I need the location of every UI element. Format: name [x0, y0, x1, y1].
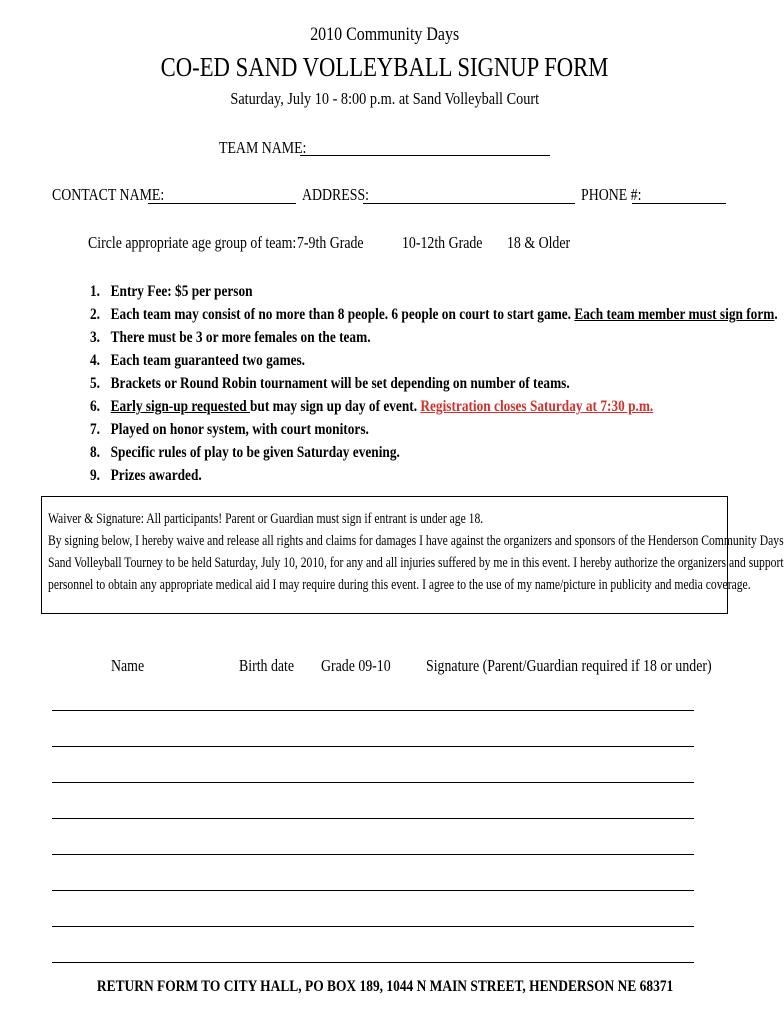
signup-row-line[interactable] [52, 926, 694, 927]
event-year-line: 2010 Community Days [310, 24, 460, 45]
form-title: CO-ED SAND VOLLEYBALL SIGNUP FORM [161, 52, 609, 82]
address-label: ADDRESS: [302, 185, 370, 204]
rule-item: 3. There must be 3 or more females on the team. [90, 329, 371, 346]
waiver-line: Sand Volleyball Tourney to be held Saturday, July 10, 2010, for any and all injuries suffered by me in this event. I hereby authorize the organizers and support [48, 555, 784, 571]
rule-item: 7. Played on honor system, with court monitors. [90, 421, 369, 438]
phone-field[interactable] [632, 203, 726, 204]
rule-item: 9. Prizes awarded. [90, 467, 202, 484]
contact-name-field[interactable] [148, 203, 296, 204]
rule-item: 1. Entry Fee: $5 per person [90, 283, 253, 300]
age-option-18-older[interactable]: 18 & Older [507, 233, 571, 252]
waiver-box [41, 496, 784, 614]
column-header-signature: Signature (Parent/Guardian required if 18 or under) [426, 656, 712, 675]
rule-item: 5. Brackets or Round Robin tournament will be set depending on number of teams. [90, 375, 570, 392]
rule-item: 4. Each team guaranteed two games. [90, 352, 306, 369]
rule-item: 8. Specific rules of play to be given Saturday evening. [90, 444, 400, 461]
signup-row-line[interactable] [52, 710, 694, 711]
team-name-label: TEAM NAME: [219, 138, 307, 157]
age-option-7-9[interactable]: 7-9th Grade [297, 233, 364, 252]
rules-list [90, 282, 778, 489]
rule-item: 6. Early sign-up requested but may sign up day of event. Registration closes Saturday at 7:30 p.m. [90, 398, 654, 415]
rule-item: 2. Each team may consist of no more than 8 people. 6 people on court to start game. Each team member must sign form. [90, 306, 778, 323]
signup-row-line[interactable] [52, 818, 694, 819]
age-option-10-12[interactable]: 10-12th Grade [402, 233, 483, 252]
contact-name-label: CONTACT NAME: [52, 185, 165, 204]
return-address: RETURN FORM TO CITY HALL, PO BOX 189, 1044 N MAIN STREET, HENDERSON NE 68371 [96, 978, 674, 995]
signup-row-line[interactable] [52, 962, 694, 963]
signup-row-line[interactable] [52, 782, 694, 783]
waiver-line: personnel to obtain any appropriate medical aid I may require during this event. I agree to the use of my name/picture in publicity and media coverage. [48, 577, 751, 593]
waiver-line: Waiver & Signature: All participants! Parent or Guardian must sign if entrant is under age 18. [48, 511, 484, 527]
signup-row-line[interactable] [52, 746, 694, 747]
event-details: Saturday, July 10 - 8:00 p.m. at Sand Volleyball Court [230, 89, 540, 108]
waiver-line: By signing below, I hereby waive and release all rights and claims for damages I have against the organizers and sponsors of the Henderson Community Days [48, 533, 784, 549]
address-field[interactable] [363, 203, 575, 204]
column-header-name: Name [111, 656, 145, 675]
age-group-prompt: Circle appropriate age group of team: [88, 233, 297, 252]
signup-row-line[interactable] [52, 890, 694, 891]
column-header-grade: Grade 09-10 [321, 656, 391, 675]
phone-label: PHONE #: [581, 185, 642, 204]
team-name-field[interactable] [300, 155, 550, 156]
signup-row-line[interactable] [52, 854, 694, 855]
column-header-birth-date: Birth date [239, 656, 295, 675]
